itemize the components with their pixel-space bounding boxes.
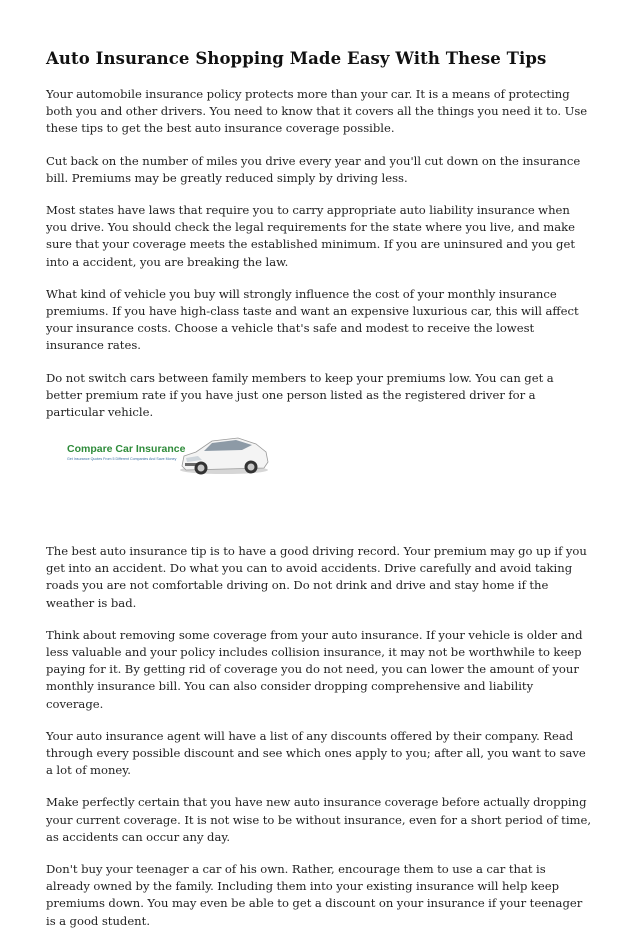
paragraph-vehicle-choice: What kind of vehicle you buy will strongly influence the cost of your monthly insurance premiums. If you have high-class taste and want an expensive luxurious car, this will affect your insurance costs. Choose a vehicle that's safe and modest to receive the lowest insurance rates. bbox=[46, 286, 579, 353]
document-title: Auto Insurance Shopping Made Easy With These Tips bbox=[46, 49, 547, 68]
ad-tagline: Get Insurance Quotes From 5 Different Companies And Save Money bbox=[67, 457, 177, 461]
ad-heading: Compare Car Insurance bbox=[67, 443, 186, 455]
ad-banner-image bbox=[46, 414, 276, 496]
lower-paragraphs bbox=[46, 543, 592, 930]
paragraph-remove-coverage: Think about removing some coverage from your auto insurance. If your vehicle is older and less valuable and your policy includes collision insurance, it may not be worthwhile to keep paying for it. By getting rid of coverage you do not need, you can lower the amount of your monthly insurance bill. You can also consider dropping comprehensive and liability coverage. bbox=[46, 627, 583, 711]
paragraph-liability-law: Most states have laws that require you to carry appropriate auto liability insurance when you drive. You should check the legal requirements for the state where you live, and make sure that your coverage meets the established minimum. If you are uninsured and you get into a accident, you are breaking the law. bbox=[46, 203, 575, 269]
paragraph-teenager: Don't buy your teenager a car of his own. Rather, encourage them to use a car that is already owned by the family. Including them into your existing insurance will help keep premiums down. You may even be able to get a discount on your insurance if your teenager is a good student. bbox=[46, 862, 583, 928]
paragraph-discounts: Your auto insurance agent will have a list of any discounts offered by their company. Read through every possible discount and see which ones apply to you; after all, you want to save a lot of money. bbox=[46, 728, 586, 778]
paragraph-miles: Cut back on the number of miles you drive every year and you'll cut down on the insurance bill. Premiums may be greatly reduced simply by driving less. bbox=[46, 153, 581, 185]
car-icon bbox=[180, 438, 268, 475]
paragraph-new-coverage: Make perfectly certain that you have new auto insurance coverage before actually dropping your current coverage. It is not wise to be without insurance, even for a short period of time, as accidents can occur any day. bbox=[46, 795, 592, 844]
paragraph-registered-driver: Do not switch cars between family members to keep your premiums low. You can get a better premium rate if you have just one person listed as the registered driver for a particular vehicle. bbox=[46, 370, 554, 420]
paragraph-driving-record: The best auto insurance tip is to have a good driving record. Your premium may go up if you get into an accident. Do what you can to avoid accidents. Drive carefully and avoid taking roads you are not comfortable driving on. Do not drink and drive and stay home if the weather is bad. bbox=[46, 544, 587, 610]
paragraph-intro: Your automobile insurance policy protects more than your car. It is a means of protecting both you and other drivers. You need to know that it covers all the things you need it to. Use these tips to get the best auto insurance coverage possible. bbox=[46, 87, 588, 136]
